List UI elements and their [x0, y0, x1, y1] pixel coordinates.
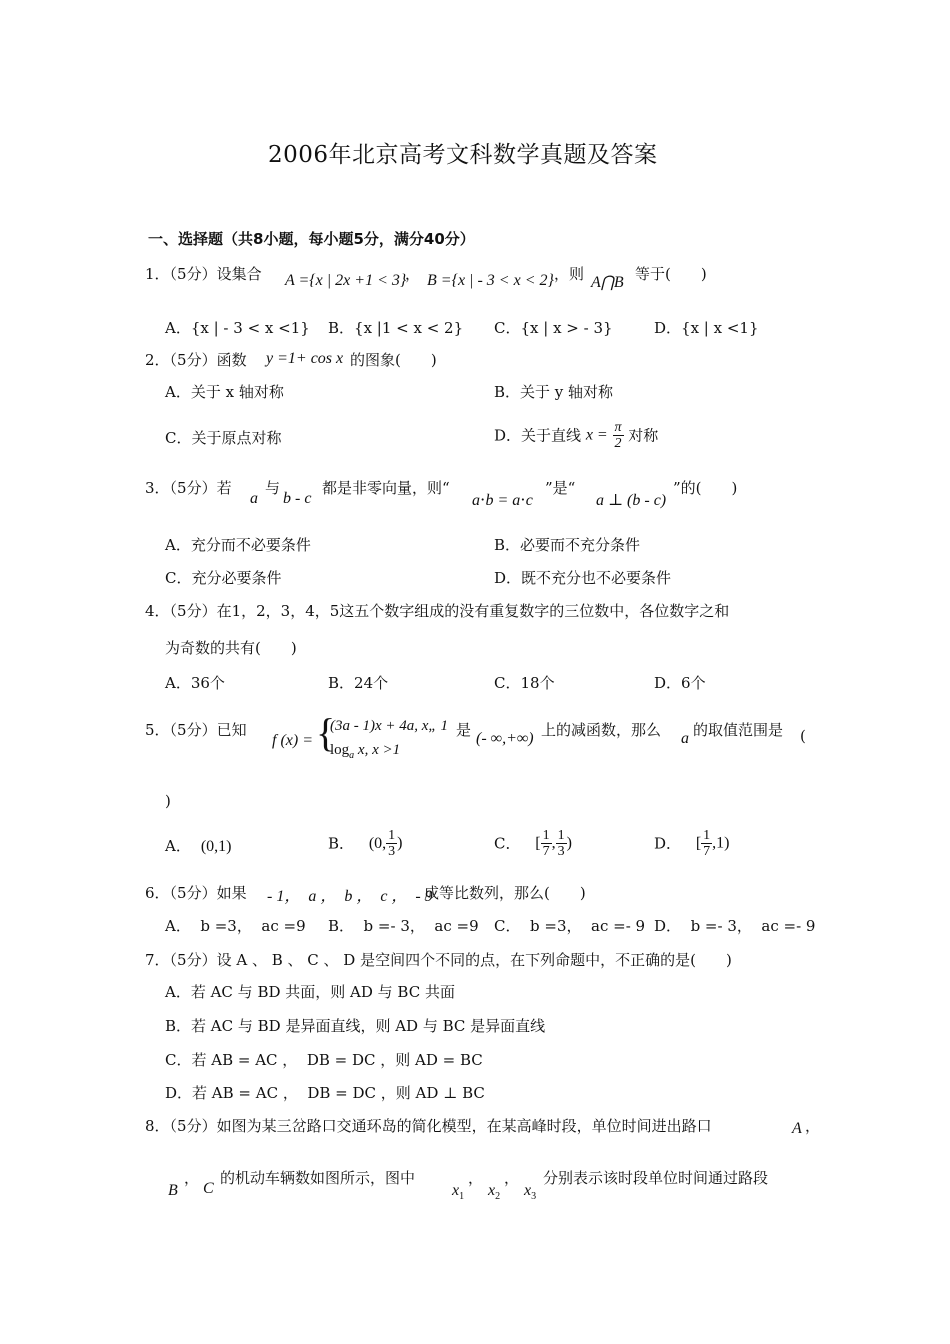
q6-tail: 成等比数列，那么( ) [424, 884, 586, 902]
q3-vector-a: a [250, 490, 258, 507]
q2-option-a: A．关于 x 轴对称 [165, 383, 284, 401]
option-value-close: ) [397, 834, 403, 852]
option-value-close: ,1) [712, 834, 730, 852]
q8-comma: ， [805, 1117, 821, 1135]
q2-option-c: C．关于原点对称 [165, 429, 282, 447]
q5-case-2 [330, 742, 400, 761]
fraction-numerator: 1 [542, 828, 550, 843]
q5-paren-close: ) [165, 792, 171, 810]
q3-expr-2: a ⊥ (b - c) [596, 492, 667, 509]
q5-stem: 5．（5分）已知 [145, 721, 247, 739]
q5-paren-open: ( [800, 727, 806, 745]
q5-is: 是 [456, 721, 472, 739]
fraction-numerator: 1 [557, 828, 565, 843]
q8-point-b: B [168, 1182, 178, 1199]
q3-option-b: B．必要而不充分条件 [494, 536, 641, 554]
q6-option-c: C． b =3， ac =- 9 [494, 917, 646, 935]
q6-option-a: A． b =3， ac =9 [165, 917, 306, 935]
var-subscript: 1 [459, 1191, 465, 1203]
option-label: A． [165, 837, 191, 855]
q1-intersection: A⋂B [591, 274, 624, 291]
q6-stem: 6．（5分）如果 [145, 884, 247, 902]
q6-option-d: D． b =- 3， ac =- 9 [654, 917, 816, 935]
q5-option-a [165, 836, 232, 857]
var-name: x [452, 1182, 460, 1199]
q1-option-c: C．{x | x > - 3} [494, 319, 613, 337]
q5-case-2-rest: x, x >1 [354, 742, 401, 758]
option-value-close: ) [566, 834, 572, 852]
fraction-numerator: π [614, 420, 622, 435]
q8-stem-line-2-tail: 分别表示该时段单位时间通过路段 [543, 1169, 769, 1187]
q4-option-b: B．24个 [328, 674, 389, 692]
q5-case-2-log: log [330, 742, 350, 758]
fraction-denominator: 7 [703, 844, 711, 859]
q8-var-x3 [524, 1182, 536, 1202]
fraction-denominator: 2 [614, 436, 622, 451]
q5-case-2-base: a [349, 750, 355, 761]
q3-option-a: A．充分而不必要条件 [165, 536, 311, 554]
section-heading: 一、选择题（共8小题，每小题5分，满分40分） [148, 230, 475, 248]
q1-set-a: A ={x | 2x +1 < 3} [285, 272, 407, 289]
q2-option-d-tail: 对称 [628, 426, 659, 445]
q1-option-a: A．{x | - 3 < x <1} [165, 319, 310, 337]
fraction-denominator: 3 [557, 844, 565, 859]
q1-comma: ， [405, 265, 421, 283]
q5-tail-2: 的取值范围是 [693, 721, 784, 739]
q5-brace: { [316, 710, 336, 755]
q5-option-c [494, 828, 572, 859]
q7-option-a: A．若 AC 与 BD 共面，则 AD 与 BC 共面 [165, 983, 455, 1001]
var-subscript: 3 [531, 1191, 537, 1203]
q8-var-x1 [452, 1182, 464, 1202]
q3-expr-1: a⋅b = a⋅c [472, 492, 533, 509]
q5-option-b [328, 828, 402, 859]
q1-set-b: B ={x | - 3 < x < 2} [427, 272, 554, 289]
option-value-comma: , [551, 834, 556, 852]
var-name: x [488, 1182, 496, 1199]
q7-option-c: C．若 AB = AC ， DB = DC ，则 AD = BC [165, 1051, 483, 1069]
q4-stem-line-1: 4．（5分）在1，2，3，4，5这五个数字组成的没有重复数字的三位数中，各位数字之和 [145, 602, 730, 620]
fraction-numerator: 1 [388, 828, 396, 843]
page-title: 2006年北京高考文科数学真题及答案 [268, 142, 658, 168]
q7-option-d: D．若 AB = AC ， DB = DC ，则 AD ⊥ BC [165, 1084, 485, 1102]
q2-option-b: B．关于 y 轴对称 [494, 383, 614, 401]
q3-option-d: D．既不充分也不必要条件 [494, 569, 672, 587]
q5-option-d [654, 828, 729, 859]
q4-option-d: D．6个 [654, 674, 706, 692]
q8-comma-2: ， [504, 1169, 520, 1187]
option-fraction-2 [556, 828, 567, 859]
q4-option-a: A．36个 [165, 674, 225, 692]
q5-function: f (x) = [272, 732, 313, 749]
q5-case-1: (3a - 1)x + 4a, x„ 1 [330, 718, 449, 734]
q3-stem: 3．（5分）若 [145, 479, 232, 497]
option-value-open: [ [695, 834, 702, 852]
fraction-denominator: 3 [388, 844, 396, 859]
q5-interval: (- ∞,+∞) [476, 730, 534, 747]
q5-tail: 上的减函数，那么 [541, 721, 662, 739]
option-label: B． [328, 834, 355, 853]
q8-sep: ， [184, 1169, 200, 1187]
option-fraction [386, 828, 397, 859]
q5-var-a: a [681, 730, 689, 747]
option-fraction-1 [541, 828, 552, 859]
option-value: (0,1) [200, 838, 232, 855]
q4-stem-line-2: 为奇数的共有( ) [165, 639, 297, 657]
q2-option-d-fraction [613, 420, 624, 451]
q6-sequence: - 1， a ， b ， c ， - 9 [267, 888, 433, 905]
var-name: x [524, 1182, 532, 1199]
q1-then: ，则 [554, 265, 585, 283]
q2-option-d [494, 420, 658, 451]
q7-option-b: B．若 AC 与 BD 是异面直线，则 AD 与 BC 是异面直线 [165, 1017, 546, 1035]
q3-is: ”是“ [545, 479, 576, 497]
q8-point-a: A [792, 1120, 802, 1137]
fraction-denominator: 7 [542, 844, 550, 859]
q3-vector-bc: b - c [283, 490, 312, 507]
option-label: D． [654, 834, 682, 853]
option-value-open: [ [535, 834, 541, 852]
q1-option-b: B．{x |1 < x < 2} [328, 319, 464, 337]
q1-option-d: D．{x | x <1} [654, 319, 759, 337]
q2-option-d-var: x = [585, 426, 608, 444]
fraction-numerator: 1 [703, 828, 711, 843]
q1-stem: 1．（5分）设集合 [145, 265, 262, 283]
q2-function: y =1+ cos x [266, 350, 344, 367]
q2-tail: 的图象( ) [350, 351, 437, 369]
q2-option-d-label: D．关于直线 [494, 426, 582, 445]
q8-var-x2 [488, 1182, 500, 1202]
q2-stem: 2．（5分）函数 [145, 351, 247, 369]
q3-option-c: C．充分必要条件 [165, 569, 282, 587]
q4-option-c: C．18个 [494, 674, 555, 692]
q8-comma-1: ， [468, 1169, 484, 1187]
q3-mid: 都是非零向量，则“ [322, 479, 450, 497]
q7-stem: 7．（5分）设 A 、 B 、 C 、 D 是空间四个不同的点，在下列命题中，不正确的是( ) [145, 951, 732, 969]
q8-stem-line-1: 8．（5分）如图为某三岔路口交通环岛的简化模型，在某高峰时段，单位时间进出路口 [145, 1117, 712, 1135]
var-subscript: 2 [495, 1191, 501, 1203]
option-fraction [701, 828, 712, 859]
q1-tail: 等于( ) [635, 265, 707, 283]
q8-point-c: C [203, 1180, 214, 1197]
q8-stem-line-2: 的机动车辆数如图所示，图中 [220, 1169, 416, 1187]
option-label: C． [494, 834, 521, 853]
option-value-open: (0, [368, 834, 387, 852]
q3-tail: ”的( ) [673, 479, 738, 497]
q6-option-b: B． b =- 3， ac =9 [328, 917, 479, 935]
q3-with: 与 [265, 479, 281, 497]
